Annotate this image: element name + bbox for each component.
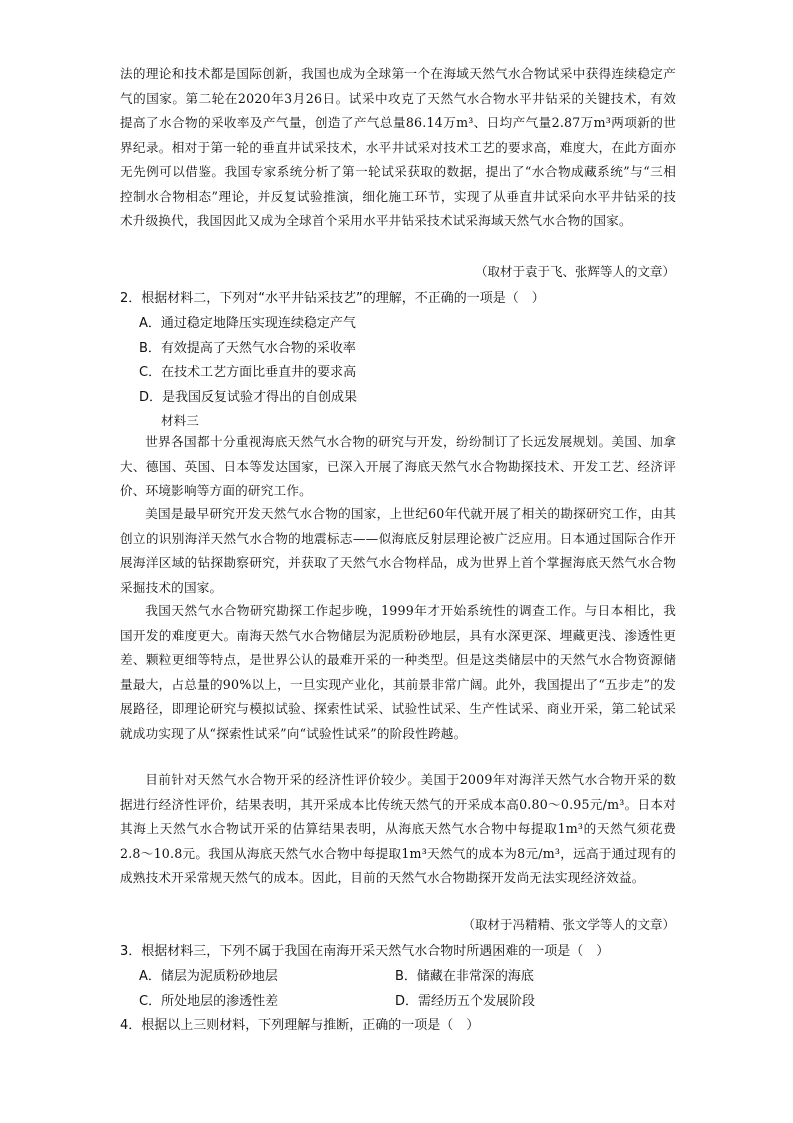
question-2-stem: 2．根据材料二，下列对“水平井钻采技艺”的理解，不正确的一项是（ ） [120, 291, 545, 306]
material-3-paragraph-4: 目前针对天然气水合物开采的经济性评价较少。美国于2009年对海洋天然气水合物开采的数据进行经济性评价，结果表明，其开采成本比传统天然气的开采成本高0.80～0.95元/m³。日本对其海上天然气水合物试开采的估算结果表明，从海底天然气水合物中每提取1m³的天然气须花费2.8～10.8元。我国从海底天然气水合物中每提取1m³天然气的成本为8元/m³，远高于通过现有的成熟技术开采常规天然气的成本。因此，目前的天然气水合物勘探开发尚无法实现经济效益。 [120, 772, 676, 885]
question-3-option-d[interactable]: D．需经历五个发展阶段 [395, 994, 536, 1009]
question-2-option-d[interactable]: D．是我国反复试验才得出的自创成果 [139, 390, 358, 405]
source-citation-1: （取材于袁于飞、张辉等人的文章） [474, 264, 675, 279]
question-3-stem: 3．根据材料三，下列不属于我国在南海开采天然气水合物时所遇困难的一项是（ ） [120, 944, 610, 959]
question-3-option-b[interactable]: B．储藏在非常深的海底 [395, 969, 534, 984]
question-3-option-c[interactable]: C．所处地层的渗透性差 [139, 994, 279, 1009]
intro-paragraph: 法的理论和技术都是国际创新，我国也成为全球第一个在海域天然气水合物试采中获得连续稳定产气的国家。第二轮在2020年3月26日。试采中攻克了天然气水合物水平井钻采的关键技术，有效提高了水合物的采收率及产气量，创造了产气总量86.14万m³、日均产气量2.87万m³两项新的世界纪录。相对于第一轮的垂直井试采技术，水平井试采对技术工艺的要求高，难度大，在此方面亦无先例可以借鉴。我国专家系统分析了第一轮试采获取的数据，提出了“水合物成藏系统”与“三相控制水合物相态”理论，并反复试验推演，细化施工环节，实现了从垂直井试采向水平井钻采的技术升级换代，我国因此又成为全球首个采用水平井钻采技术试采海域天然气水合物的国家。 [120, 66, 676, 228]
question-2-option-b[interactable]: B．有效提高了天然气水合物的采收率 [139, 341, 356, 356]
question-3-option-a[interactable]: A．储层为泥质粉砂地层 [139, 969, 278, 984]
question-4-stem: 4．根据以上三则材料，下列理解与推断，正确的一项是（ ） [120, 1018, 480, 1033]
question-2-option-c[interactable]: C．在技术工艺方面比垂直井的要求高 [139, 365, 357, 380]
material-3-heading: 材料三 [161, 413, 199, 428]
source-citation-2: （取材于冯精精、张文学等人的文章） [462, 917, 675, 932]
material-3-paragraph-1: 世界各国都十分重视海底天然气水合物的研究与开发，纷纷制订了长远发展规划。美国、加拿大、德国、英国、日本等发达国家，已深入开展了海底天然气水合物勘探技术、开发工艺、经济评价、环境影响等方面的研究工作。 [120, 434, 676, 498]
material-3-paragraph-3: 我国天然气水合物研究勘探工作起步晚，1999年才开始系统性的调查工作。与日本相比，我国开发的难度更大。南海天然气水合物储层为泥质粉砂地层，具有水深更深、埋藏更浅、渗透性更差、颗粒更细等特点，是世界公认的最难开采的一种类型。但是这类储层中的天然气水合物资源储量最大，占总量的90%以上，一旦实现产业化，其前景非常广阔。此外，我国提出了“五步走”的发展路径，即理论研究与模拟试验、探索性试采、试验性试采、生产性试采、商业开采，第二轮试采就成功实现了从“探索性试采”向“试验性试采”的阶段性跨越。 [120, 603, 676, 741]
material-3-paragraph-2: 美国是最早研究开发天然气水合物的国家，上世纪60年代就开展了相关的勘探研究工作，由其创立的识别海洋天然气水合物的地震标志——似海底反射层理论被广泛应用。日本通过国际合作开展海洋区域的钻探勘察研究，并获取了天然气水合物样品，成为世界上首个掌握海底天然气水合物采掘技术的国家。 [120, 506, 676, 595]
question-2-option-a[interactable]: A．通过稳定地降压实现连续稳定产气 [139, 316, 356, 331]
